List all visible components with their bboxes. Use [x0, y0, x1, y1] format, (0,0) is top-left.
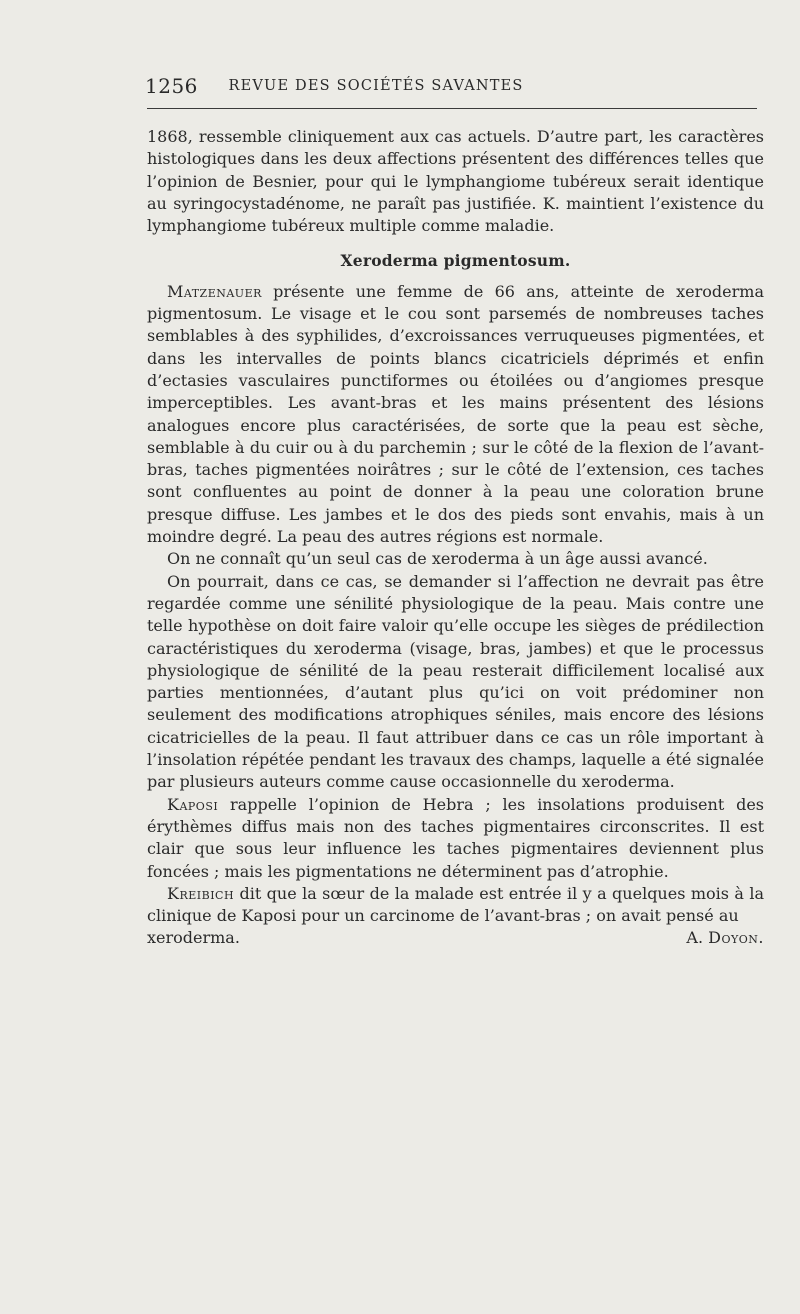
paragraph-text: dit que la sœur de la malade est entrée il y a quelques mois à la clinique de Kaposi pour un carcinome de l’avant-bras ; on avait pensé au: [147, 883, 764, 926]
paragraph: On pourrait, dans ce cas, se demander si l’affection ne devrait pas être regardée comme une sénilité physiologique de la peau. Mais contre une telle hypothèse on doit faire valoir qu’elle occupe les sièges de prédilection caractéristiques du xeroderma (visage, bras, jambes) et que le processus physiologique de sénilité de la peau resterait difficilement localisé aux parties mentionnées, d’autant plus qu’ici on voit prédominer non seulement des modifications atrophiques séniles, mais encore des lésions cicatricielles de la peau. Il faut attribuer dans ce cas un rôle important à l’insolation répétée pendant les travaux des champs, laquelle a été signalée par plusieurs auteurs comme cause occasionnelle du xeroderma.: [147, 571, 764, 792]
paragraph-last-word: xeroderma.: [147, 928, 240, 948]
paragraph-matzenauer: [147, 281, 764, 549]
paragraph: On ne connaît qu’un seul cas de xeroderma à un âge aussi avancé.: [167, 549, 708, 569]
signature-name: Doyon.: [708, 928, 764, 948]
signature-initial: A.: [686, 928, 709, 948]
paragraph-text: présente une femme de 66 ans, atteinte de xeroderma pigmentosum. Le visage et le cou sont parsemés de nombreuses taches semblables à des syphilides, d’excroissances verruqueuses pigmentées, et dans les intervalles de points blancs cicatriciels déprimés et enfin d’ectasies vasculaires punctiformes ou étoilées ou d’angiomes presque imperceptibles. Les avant-bras et les mains présentent des lésions analogues encore plus caractérisées, de sorte que la peau est sèche, semblable à du cuir ou à du parchemin ; sur le côté de la flexion de l’avant-bras, taches pigmentées noirâtres ; sur le côté de l’extension, ces taches sont confluentes au point de donner à la peau une coloration brune presque diffuse. Les jambes et le dos des pieds sont envahis, mais à un moindre degré. La peau des autres régions est normale.: [147, 281, 764, 547]
section-title: Xeroderma pigmentosum.: [340, 251, 571, 271]
article-body: [147, 126, 764, 950]
paragraph-text: rappelle l’opinion de Hebra ; les insolations produisent des érythèmes diffus mais non des taches pigmentaires circonscrites. Il est clair que sous leur influence les taches pigmentaires deviennent plus foncées ; mais les pigmentations ne déterminent pas d’atrophie.: [147, 794, 764, 881]
author-name: Kreibich: [167, 883, 235, 903]
page-number: 1256: [145, 74, 198, 98]
paragraph-continuation: 1868, ressemble cliniquement aux cas actuels. D’autre part, les caractères histologiques dans les deux affections présentent des différences telles que l’opinion de Besnier, pour qui le lymphangiome tubéreux serait identique au syringocystadénome, ne paraît pas justifiée. K. maintient l’existence du lymphangiome tubéreux multiple comme maladie.: [147, 127, 764, 236]
paragraph-kreibich: [147, 883, 764, 928]
header-rule: [147, 108, 757, 109]
page-header: [145, 74, 757, 100]
author-name: Matzenauer: [167, 281, 262, 301]
running-title: REVUE DES SOCIÉTÉS SAVANTES: [228, 78, 524, 94]
signature: [686, 927, 764, 949]
author-name: Kaposi: [167, 794, 219, 814]
paragraph-kaposi: [147, 794, 764, 883]
closing-line: [147, 927, 764, 949]
